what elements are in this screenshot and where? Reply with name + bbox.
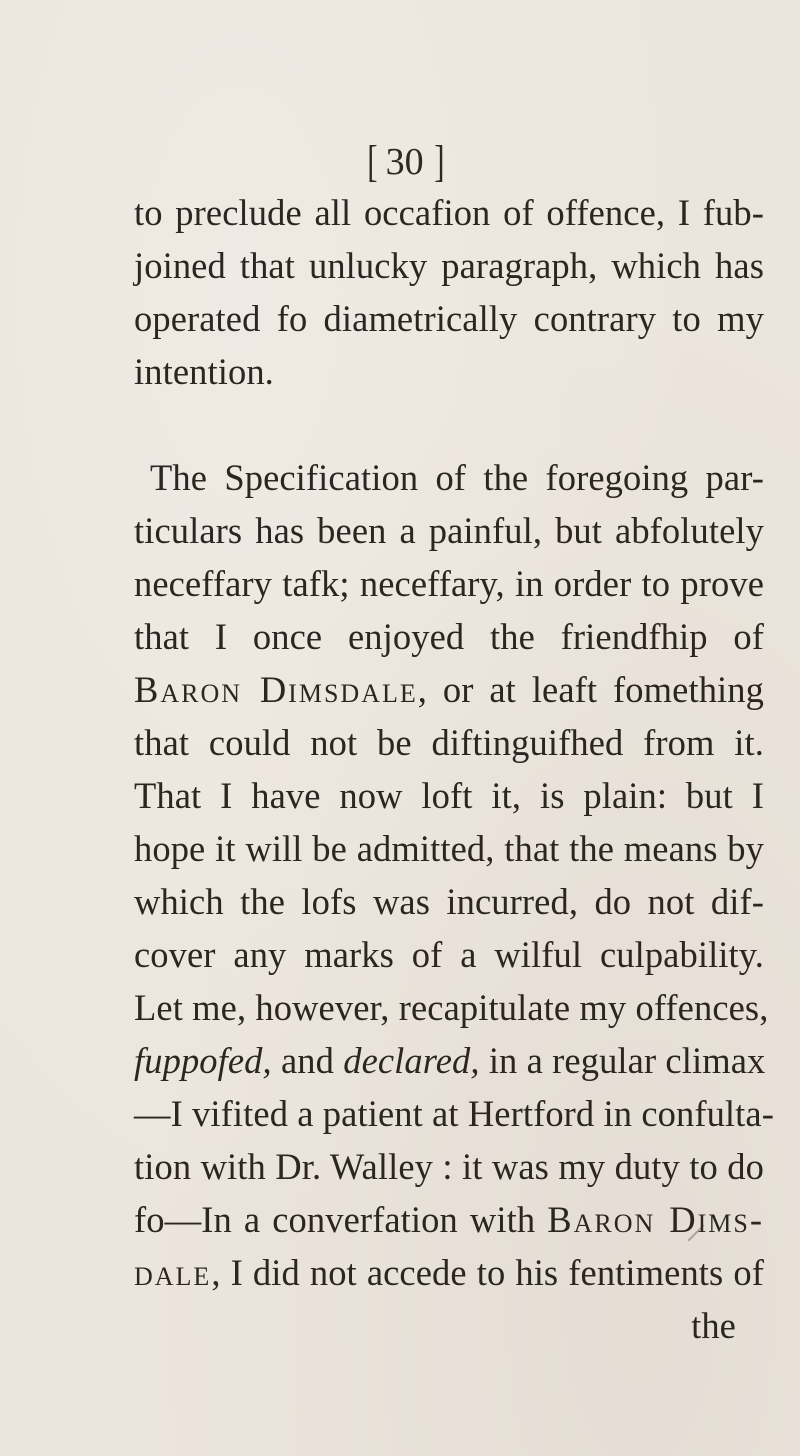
text-line: that could not be diftinguifhed from it. xyxy=(134,722,764,763)
text-line: Let me, however, recapitulate my offences, xyxy=(134,987,769,1028)
italic-declared: declared, xyxy=(343,1040,480,1081)
name-baron-dims: Baron Dims- xyxy=(547,1199,764,1240)
text-line xyxy=(134,1193,764,1246)
text-line: that I once enjoyed the friendfhip of xyxy=(134,616,764,657)
bracket-close: ] xyxy=(433,137,445,186)
text-line: tion with Dr. Walley : it was my duty to do xyxy=(134,1146,764,1187)
text-line: hope it will be admitted, that the means by xyxy=(134,828,764,869)
body-text xyxy=(134,186,774,1352)
text-fragment: fo—In a converfation with xyxy=(134,1199,548,1240)
text-line: That I have now loft it, is plain: but I xyxy=(134,775,764,816)
catchword: the xyxy=(691,1305,736,1346)
text-line: to preclude all occafion of offence, I fub- xyxy=(134,192,764,233)
text-line: joined that unlucky paragraph, which has xyxy=(134,245,764,286)
text-line: operated fo diametrically contrary to my xyxy=(134,298,764,339)
page-number: 30 xyxy=(385,141,424,183)
italic-supposed: fuppofed, xyxy=(134,1040,272,1081)
text-line: The Specification of the foregoing par- xyxy=(150,457,764,498)
text-line xyxy=(134,1246,764,1299)
name-dale: dale xyxy=(134,1252,212,1293)
text-fragment: in a regular climax xyxy=(479,1040,766,1081)
text-line: —I vifited a patient at Hertford in confulta- xyxy=(134,1093,774,1134)
text-line xyxy=(134,1034,764,1087)
bracket-open: [ xyxy=(367,137,378,186)
text-fragment: , I did not accede to his fentiments of xyxy=(211,1252,764,1293)
text-line: intention. xyxy=(134,351,274,392)
text-line: neceffary tafk; neceffary, in order to prove xyxy=(134,563,764,604)
text-line: ticulars has been a painful, but abfolutely xyxy=(134,510,764,551)
text-line xyxy=(134,663,764,716)
page-number-header xyxy=(365,138,475,186)
text-fragment: , or at leaft fomething xyxy=(417,669,764,710)
text-fragment: and xyxy=(271,1040,344,1081)
name-baron-dimsdale: Baron Dimsdale xyxy=(134,669,418,710)
text-line: cover any marks of a wilful culpability. xyxy=(134,934,764,975)
text-line: which the lofs was incurred, do not dif- xyxy=(134,881,764,922)
paragraph-gap xyxy=(134,398,764,451)
